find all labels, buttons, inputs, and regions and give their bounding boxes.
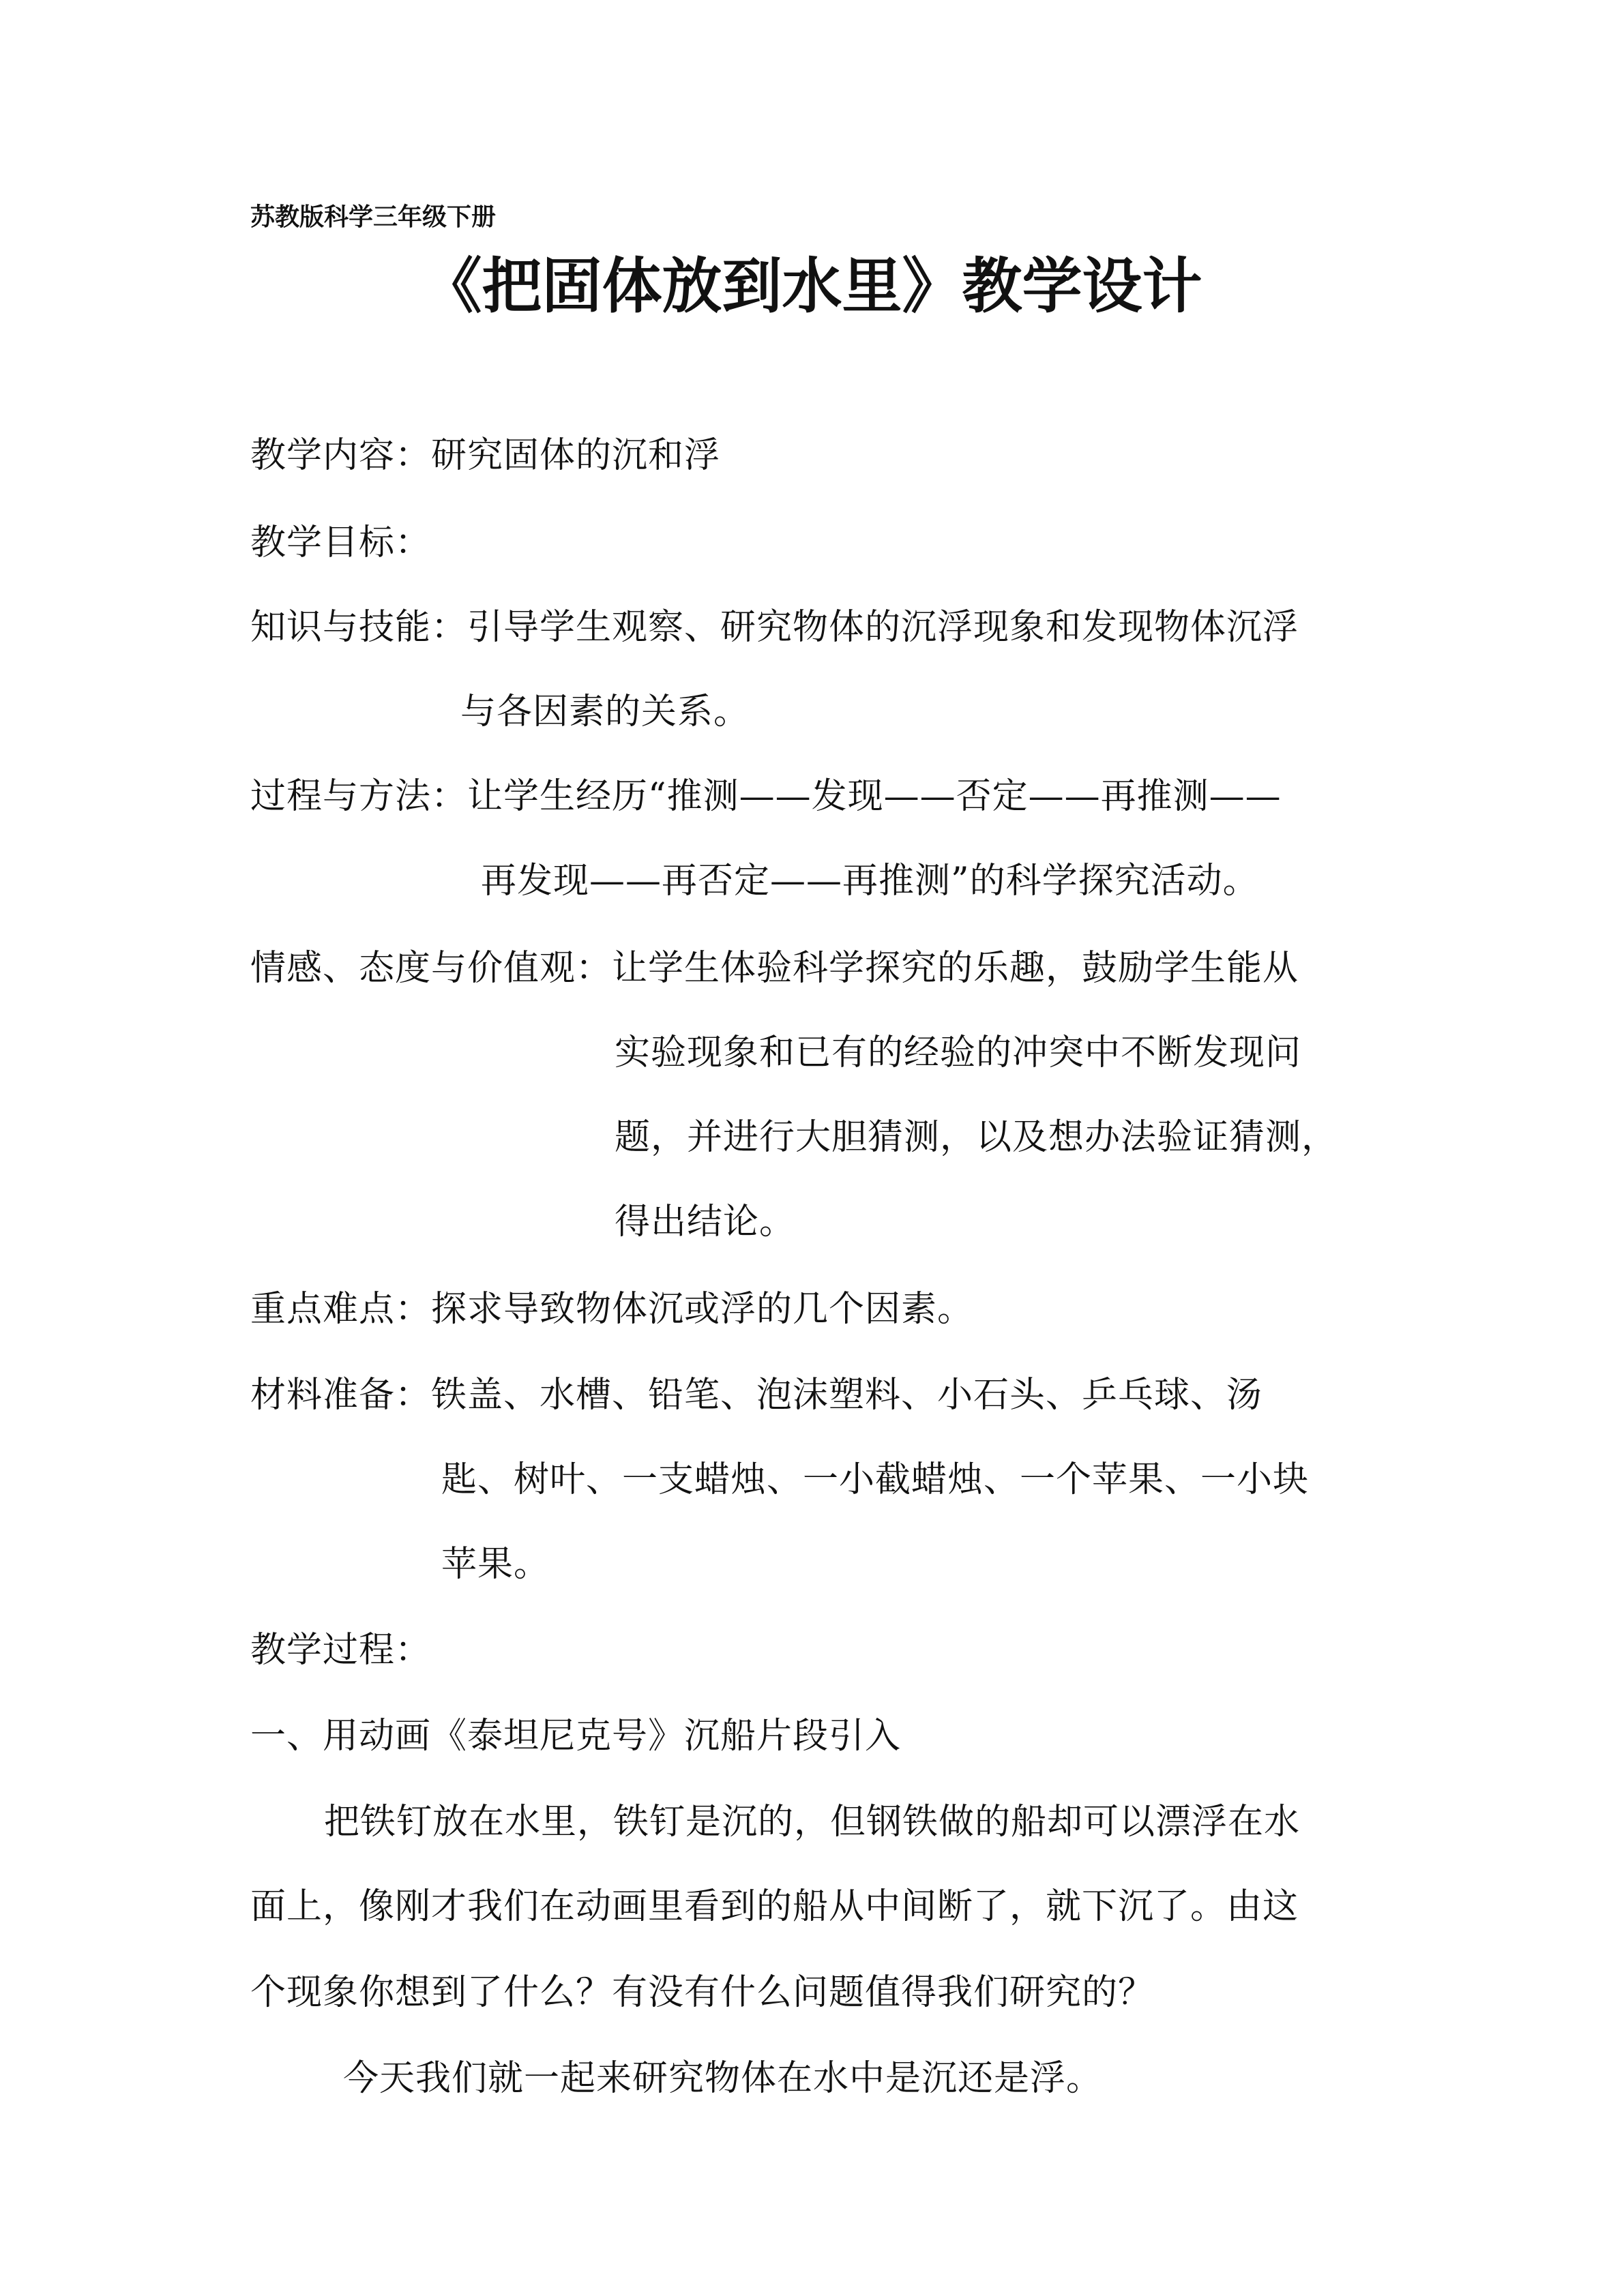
paragraph-1-line-3: 个现象你想到了什么？有没有什么问题值得我们研究的？: [250, 1972, 1155, 2013]
knowledge-skills-line-1: 知识与技能：引导学生观察、研究物体的沉浮现象和发现物体沉浮: [250, 607, 1299, 648]
teaching-process-label: 教学过程：: [250, 1630, 432, 1671]
materials-line-3: 苹果。: [441, 1544, 550, 1585]
emotion-values-line-2: 实验现象和已有的经验的冲突中不断发现问: [615, 1032, 1302, 1073]
emotion-values-line-4: 得出结论。: [615, 1202, 796, 1242]
document-title: 《把固体放到水里》教学设计: [422, 251, 1202, 321]
teaching-goals-label: 教学目标：: [250, 522, 432, 563]
paragraph-2: 今天我们就一起来研究物体在水中是沉还是浮。: [343, 2058, 1103, 2099]
key-points: 重点难点：探求导致物体沉或浮的几个因素。: [250, 1289, 974, 1330]
knowledge-skills-line-2: 与各因素的关系。: [460, 691, 750, 732]
document-subtitle: 苏教版科学三年级下册: [250, 203, 497, 231]
paragraph-1-line-2: 面上，像刚才我们在动画里看到的船从中间断了，就下沉了。由这: [250, 1886, 1299, 1927]
emotion-values-line-3: 题，并进行大胆猜测，以及想办法验证猜测，: [615, 1117, 1338, 1158]
process-method-line-1: 过程与方法：让学生经历“推测——发现——否定——再推测——: [250, 776, 1282, 817]
paragraph-1-line-1: 把铁钉放在水里，铁钉是沉的，但钢铁做的船却可以漂浮在水: [324, 1802, 1301, 1843]
emotion-values-line-1: 情感、态度与价值观：让学生体验科学探究的乐趣，鼓励学生能从: [250, 948, 1299, 989]
teaching-content: 教学内容：研究固体的沉和浮: [250, 435, 721, 476]
process-method-line-2: 再发现——再否定——再推测”的科学探究活动。: [481, 861, 1259, 901]
materials-line-2: 匙、树叶、一支蜡烛、一小截蜡烛、一个苹果、一小块: [441, 1459, 1310, 1500]
materials-line-1: 材料准备：铁盖、水槽、铅笔、泡沫塑料、小石头、乒乓球、汤: [250, 1375, 1263, 1416]
section-1-heading: 一、用动画《泰坦尼克号》沉船片段引入: [250, 1716, 902, 1757]
